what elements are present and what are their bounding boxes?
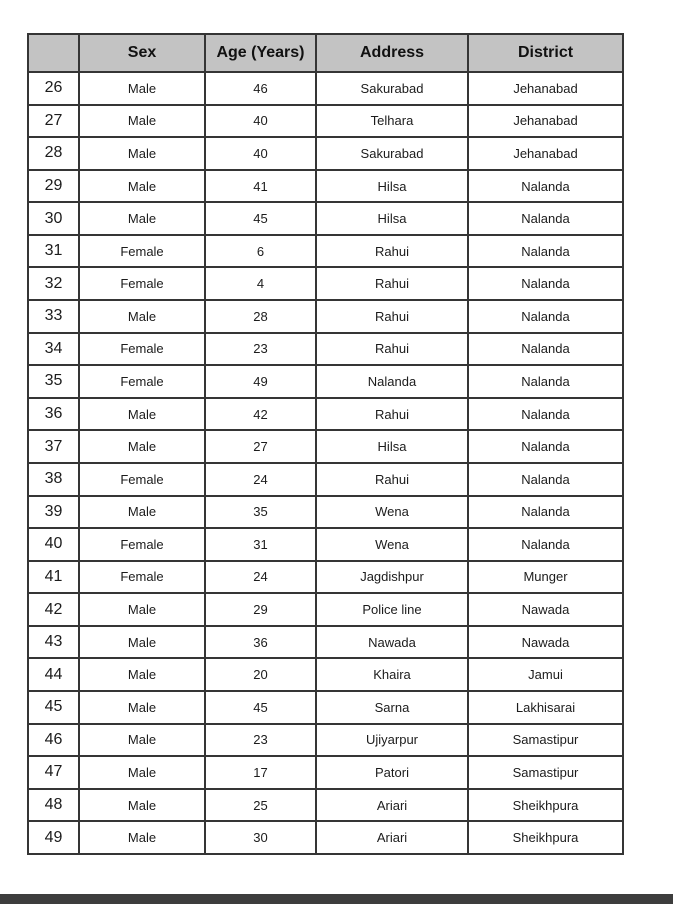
table-cell: Rahui <box>316 398 468 431</box>
table-cell: Nalanda <box>468 267 623 300</box>
table-cell: Nalanda <box>316 365 468 398</box>
table-cell: Nalanda <box>468 528 623 561</box>
table-cell: Nawada <box>468 593 623 626</box>
table-cell: 27 <box>205 430 316 463</box>
table-cell: Jagdishpur <box>316 561 468 594</box>
table-cell: Khaira <box>316 658 468 691</box>
row-number-cell: 38 <box>28 463 79 496</box>
table-cell: Male <box>79 202 205 235</box>
table-cell: Female <box>79 561 205 594</box>
table-cell: 20 <box>205 658 316 691</box>
data-table <box>27 33 624 855</box>
table-row <box>28 267 623 300</box>
table-cell: Ariari <box>316 821 468 854</box>
table-cell: Nalanda <box>468 202 623 235</box>
table-cell: Police line <box>316 593 468 626</box>
table-row <box>28 626 623 659</box>
table-cell: Hilsa <box>316 430 468 463</box>
table-cell: Ujiyarpur <box>316 724 468 757</box>
table-row <box>28 333 623 366</box>
table-cell: Wena <box>316 528 468 561</box>
table-cell: Male <box>79 72 205 105</box>
table-cell: 23 <box>205 333 316 366</box>
table-row <box>28 658 623 691</box>
table-cell: Nalanda <box>468 365 623 398</box>
table-cell: Nawada <box>468 626 623 659</box>
table-row <box>28 821 623 854</box>
row-number-cell: 26 <box>28 72 79 105</box>
table-row <box>28 724 623 757</box>
table-cell: Male <box>79 821 205 854</box>
table-row <box>28 137 623 170</box>
header-cell-district: District <box>468 34 623 72</box>
table-row <box>28 593 623 626</box>
table-cell: Jehanabad <box>468 105 623 138</box>
table-cell: Samastipur <box>468 724 623 757</box>
table-cell: Hilsa <box>316 170 468 203</box>
table-cell: Patori <box>316 756 468 789</box>
row-number-cell: 32 <box>28 267 79 300</box>
table-row <box>28 496 623 529</box>
row-number-cell: 37 <box>28 430 79 463</box>
row-number-cell: 49 <box>28 821 79 854</box>
table-cell: Nalanda <box>468 398 623 431</box>
table-body <box>28 72 623 854</box>
table-cell: Jehanabad <box>468 72 623 105</box>
table-row <box>28 365 623 398</box>
table-cell: Nalanda <box>468 235 623 268</box>
table-cell: Sakurabad <box>316 137 468 170</box>
row-number-cell: 44 <box>28 658 79 691</box>
table-cell: 25 <box>205 789 316 822</box>
row-number-cell: 31 <box>28 235 79 268</box>
table-cell: Telhara <box>316 105 468 138</box>
row-number-cell: 36 <box>28 398 79 431</box>
table-cell: Hilsa <box>316 202 468 235</box>
table-cell: 36 <box>205 626 316 659</box>
table-row <box>28 300 623 333</box>
table-row <box>28 561 623 594</box>
table-cell: Nalanda <box>468 333 623 366</box>
row-number-cell: 34 <box>28 333 79 366</box>
row-number-cell: 45 <box>28 691 79 724</box>
table-cell: Rahui <box>316 300 468 333</box>
table-cell: 49 <box>205 365 316 398</box>
table-cell: 45 <box>205 202 316 235</box>
table-cell: Munger <box>468 561 623 594</box>
table-row <box>28 430 623 463</box>
table-cell: Female <box>79 333 205 366</box>
table-row <box>28 398 623 431</box>
table-cell: 40 <box>205 137 316 170</box>
row-number-cell: 41 <box>28 561 79 594</box>
row-number-cell: 33 <box>28 300 79 333</box>
table-cell: Jehanabad <box>468 137 623 170</box>
table-row <box>28 202 623 235</box>
table-cell: 17 <box>205 756 316 789</box>
table-cell: 4 <box>205 267 316 300</box>
header-row <box>28 34 623 72</box>
table-cell: Female <box>79 528 205 561</box>
row-number-cell: 28 <box>28 137 79 170</box>
table-row <box>28 235 623 268</box>
table-cell: Rahui <box>316 333 468 366</box>
row-number-cell: 39 <box>28 496 79 529</box>
table-cell: Wena <box>316 496 468 529</box>
table-row <box>28 105 623 138</box>
header-cell-sex: Sex <box>79 34 205 72</box>
table-cell: Rahui <box>316 267 468 300</box>
table-row <box>28 691 623 724</box>
table-cell: Ariari <box>316 789 468 822</box>
table-cell: Nalanda <box>468 496 623 529</box>
table-cell: 6 <box>205 235 316 268</box>
table-cell: 31 <box>205 528 316 561</box>
table-cell: Rahui <box>316 235 468 268</box>
table-cell: 24 <box>205 561 316 594</box>
table-cell: Jamui <box>468 658 623 691</box>
header-cell-address: Address <box>316 34 468 72</box>
table-cell: Male <box>79 137 205 170</box>
table-cell: Nalanda <box>468 170 623 203</box>
table-cell: Female <box>79 235 205 268</box>
table-cell: Sakurabad <box>316 72 468 105</box>
table-row <box>28 463 623 496</box>
table-cell: Female <box>79 365 205 398</box>
table-cell: Nawada <box>316 626 468 659</box>
row-number-cell: 27 <box>28 105 79 138</box>
table-cell: Rahui <box>316 463 468 496</box>
table-cell: Sheikhpura <box>468 789 623 822</box>
table-cell: Male <box>79 496 205 529</box>
table-cell: 46 <box>205 72 316 105</box>
row-number-cell: 46 <box>28 724 79 757</box>
row-number-cell: 30 <box>28 202 79 235</box>
table-cell: Male <box>79 789 205 822</box>
table-cell: 29 <box>205 593 316 626</box>
table-cell: 23 <box>205 724 316 757</box>
table-cell: Male <box>79 105 205 138</box>
table-row <box>28 789 623 822</box>
table-row <box>28 170 623 203</box>
table-cell: Male <box>79 626 205 659</box>
row-number-cell: 42 <box>28 593 79 626</box>
table-cell: Male <box>79 300 205 333</box>
header-cell-rownum <box>28 34 79 72</box>
row-number-cell: 29 <box>28 170 79 203</box>
table-cell: 42 <box>205 398 316 431</box>
table-row <box>28 528 623 561</box>
table-cell: 45 <box>205 691 316 724</box>
table-cell: Male <box>79 593 205 626</box>
table-cell: 35 <box>205 496 316 529</box>
table-cell: Samastipur <box>468 756 623 789</box>
bottom-bar <box>0 894 673 904</box>
table-cell: Male <box>79 756 205 789</box>
table-cell: Male <box>79 724 205 757</box>
table-cell: 40 <box>205 105 316 138</box>
table-cell: Male <box>79 170 205 203</box>
header-cell-age: Age (Years) <box>205 34 316 72</box>
table-cell: Male <box>79 398 205 431</box>
table-cell: Male <box>79 430 205 463</box>
table-cell: 41 <box>205 170 316 203</box>
table-cell: 28 <box>205 300 316 333</box>
row-number-cell: 47 <box>28 756 79 789</box>
table-cell: Nalanda <box>468 300 623 333</box>
table-cell: Nalanda <box>468 430 623 463</box>
table-cell: Sarna <box>316 691 468 724</box>
table-cell: Nalanda <box>468 463 623 496</box>
table-cell: Male <box>79 658 205 691</box>
table-cell: Female <box>79 267 205 300</box>
row-number-cell: 48 <box>28 789 79 822</box>
row-number-cell: 40 <box>28 528 79 561</box>
table-cell: Sheikhpura <box>468 821 623 854</box>
table-cell: 30 <box>205 821 316 854</box>
table-cell: 24 <box>205 463 316 496</box>
table-cell: Female <box>79 463 205 496</box>
table-row <box>28 72 623 105</box>
table-cell: Male <box>79 691 205 724</box>
table-row <box>28 756 623 789</box>
row-number-cell: 35 <box>28 365 79 398</box>
table-cell: Lakhisarai <box>468 691 623 724</box>
row-number-cell: 43 <box>28 626 79 659</box>
